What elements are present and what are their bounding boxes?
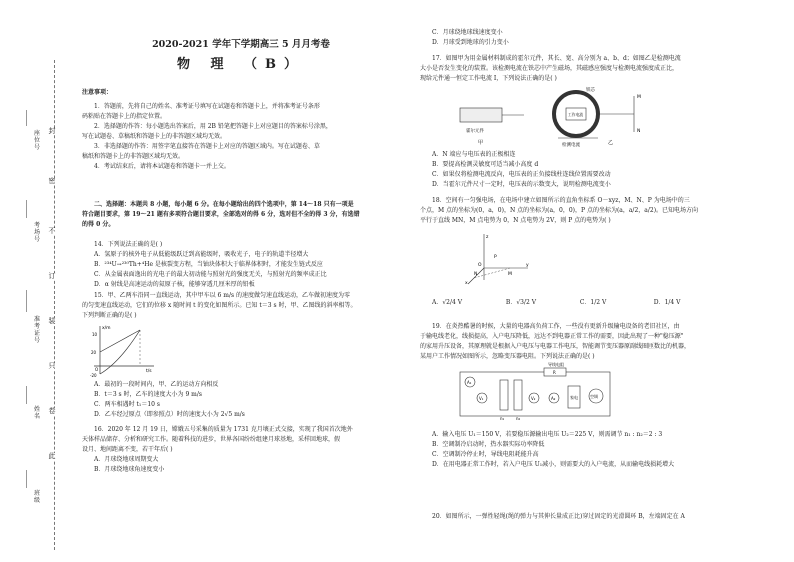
y-tick: -20 <box>90 373 97 378</box>
y-tick: 10 <box>92 332 98 337</box>
question-line: 的匀变速直线运动，它们的位移 x 随时间 t 的变化如图所示。已知 t＝3 s 时，甲、乙图线的斜率相等。 <box>82 302 357 309</box>
option-line: B．t＝3 s 时，乙车的速度大小为 9 m/s <box>94 391 202 398</box>
figure-label-jia: 甲 <box>478 140 484 146</box>
field-name: 姓名 <box>33 406 40 420</box>
question-15 <box>82 291 400 321</box>
y-label: y <box>526 263 529 268</box>
option-line: B．²³⁴U→²³⁰Th+⁴He 是核裂变方程，当铀块体积大于临界体积时，才能发生链式反应 <box>94 261 323 268</box>
meter-label-n: N <box>637 129 641 134</box>
z-label: z <box>486 235 489 240</box>
ac-label: 空调 <box>590 394 598 399</box>
option-line: A．N 端应与电压表的正极相连 <box>432 151 516 158</box>
question-20 <box>420 512 760 522</box>
section-line: 的得 0 分。 <box>82 221 115 228</box>
figure-label-yi: 乙 <box>608 140 614 146</box>
question-line: 个点，M 点的坐标为(0，a，0)，N 点的坐标为(a，0，0)，P 点的坐标为(a，a/2，a/2)。已知电场方向 <box>420 207 699 214</box>
field-class: 班级 <box>33 490 40 504</box>
v1-label: V₁ <box>479 396 484 401</box>
a2-label: A₂ <box>551 396 556 401</box>
option-line: C．如果仅将检测电流反向，电压表的正负接线柱连线位置需要改动 <box>432 171 611 178</box>
line-jia <box>100 330 140 352</box>
field-line <box>26 386 28 404</box>
core-label: 铁芯 <box>586 88 595 93</box>
question-19 <box>420 322 760 362</box>
field-line <box>26 200 28 218</box>
resistor-title: 导线电阻 <box>548 362 564 367</box>
curve-yi <box>100 330 140 374</box>
note-line: 稿纸和答题卡上的非答题区域均无效。 <box>82 153 185 160</box>
note-line: 码粘贴在答题卡上的指定位置。 <box>82 113 167 120</box>
primary-coil <box>500 380 508 410</box>
subject-title: 物 理 （B） <box>176 57 306 72</box>
element-label: 霍尔元件 <box>466 129 484 134</box>
option-line: D．α 射线是高速运动的氦原子核，能够穿透几厘米厚的铅板 <box>94 281 255 288</box>
y-tick: 20 <box>91 350 97 355</box>
question-line: 18．空间有一匀强电场，在电场中建立如图所示的直角坐标系 O－xyz，M、N、P 为电场中的三 <box>432 197 690 204</box>
option-c: C．1/2 V <box>579 299 607 306</box>
hall-element-figure <box>458 86 688 148</box>
load-label: 家电 <box>570 395 578 400</box>
point-n: N <box>474 272 478 277</box>
coordinate-figure <box>464 230 534 288</box>
question-line: 现给元件通一恒定工作电流 I，下列说法正确的是( ) <box>420 75 557 82</box>
question-stem: 14．下列说法正确的是( ) <box>94 241 163 248</box>
seal-label: 不 <box>48 227 56 235</box>
option-d: D．1/4 V <box>653 299 681 306</box>
note-line: 写在试题卷、草稿纸和答题卡上的非答题区域均无效。 <box>82 133 227 140</box>
note-line: 2．选择题的作答：每小题选出答案后，用 2B 铅笔把答题卡上对应题目的答案标号涂黑， <box>94 123 332 130</box>
question-17 <box>420 54 760 84</box>
section-line: 二、选择题：本题共 8 小题，每小题 6 分。在每小题给出的四个选项中，第 14～18 只有一项是 <box>94 201 354 208</box>
seal-label: 密 <box>48 177 56 185</box>
seal-label: 订 <box>48 272 56 280</box>
origin-label: O <box>478 263 482 268</box>
option-line: C．月球绕地球线速度变小 <box>432 29 503 36</box>
option-line: D．月球受到地球的引力变小 <box>432 39 509 46</box>
question-line: 19．在炎热酷暑的时候，大量的电器高负荷工作，一些没有更新升级输电设备的老旧社区，由 <box>432 323 680 330</box>
field-seat-number: 座位号 <box>33 130 40 151</box>
question-line: 平行于直线 MN，M 点电势为 0，N 点电势为 2V，则 P 点的电势为( ) <box>420 217 611 224</box>
origin-label: O <box>95 367 99 372</box>
note-line: 1．答题前，先将自己的姓名、准考证号填写在试题卷和答题卡上，并将准考证号条形 <box>94 103 320 110</box>
secondary-coil <box>514 380 522 410</box>
x-label: x <box>465 281 468 286</box>
field-admission-number: 准考证号 <box>33 316 40 344</box>
question-line: 15．甲、乙两车沿同一直线运动，其中甲车以 6 m/s 的速度做匀速直线运动，乙车做初速度为零 <box>94 292 350 299</box>
notes <box>82 88 400 172</box>
question-line: 于输电线老化，线损提高，入户电压降低，远达不到电器正常工作的需要，因此出现了一种"稳压源" <box>420 333 684 340</box>
n2-label: n₂ <box>516 416 521 421</box>
question-14 <box>82 240 400 290</box>
question-line: 17．如图甲为用金属材料制成的霍尔元件，其长、宽、高分别为 a、b、d；如图乙是检测电流 <box>432 55 681 62</box>
option-line: B．空调制冷启动时，热水器实际功率降低 <box>432 441 545 448</box>
option-line <box>420 298 760 308</box>
question-16 <box>82 425 400 475</box>
question-16-options-cont <box>420 28 760 48</box>
xt-graph <box>90 322 160 380</box>
point-m: M <box>508 272 512 277</box>
option-line: C．从金属表面逸出的光电子的最大初动能与照射光的强度无关，与照射光的频率成正比 <box>94 271 327 278</box>
question-line: 16．2020 年 12 月 19 日，嫦娥五号采集的质量为 1731 克月壤正式交接，实现了我国首次地外 <box>94 426 353 433</box>
section-2-instructions <box>82 200 400 230</box>
note-line: 3．非选择题的作答：用签字笔直接答在答题卡上对应的答题区域内。写在试题卷、草 <box>94 143 320 150</box>
option-line: D．乙车经过原点（即参照点）时的速度大小为 2√5 m/s <box>94 411 245 418</box>
section-line: 符合题目要求，第 19～21 题有多项符合题目要求，全部选对的得 6 分，选对但不全的得 3 分，有选错 <box>82 211 360 218</box>
detect-current-label: 检测电流 <box>562 143 580 148</box>
option-b: B．√3/2 V <box>505 299 537 306</box>
meter-label-m: M <box>637 95 641 100</box>
question-18 <box>420 196 760 226</box>
option-line: A．月球绕地球周期变大 <box>94 456 159 463</box>
option-line: A．输入电压 U₁＝150 V，若要稳压源输出电压 U₂＝225 V，则需调节 n₁ : n₂＝2 : 3 <box>432 431 663 438</box>
seal-label: 卷 <box>48 407 56 415</box>
option-line: A．最初的一段时间内，甲、乙的运动方向相反 <box>94 381 219 388</box>
n1-label: n₁ <box>500 416 505 421</box>
note-line: 4．考试结束后，请将本试题卷和答题卡一并上交。 <box>94 163 230 170</box>
option-line: A．氢原子的核外电子从低能级跃迁到高能级时，吸收光子，电子的轨道半径增大 <box>94 251 309 258</box>
question-line: 设月、地间距离不变，若干年后( ) <box>82 446 173 453</box>
question-line: 某用户工作情况如图所示，忽略变压器电阻。下列说法正确的是( ) <box>420 353 595 360</box>
y-axis-label: x/m <box>102 326 111 331</box>
option-line: D．当霍尔元件尺寸一定时，电压表的示数变大，说明检测电流变小 <box>432 181 611 188</box>
question-line: 的家用升压设备，其原理就是根据入户电压与电器工作电压，智能调节变压器原副线圈匝数比的机器， <box>420 343 691 350</box>
question-line: 20．如图所示，一弹性轻绳(绳的弹力与其伸长量成正比)穿过固定的光滑圆环 B，左端固定在 A <box>432 513 685 520</box>
binding-strip <box>8 60 68 550</box>
a1-label: A₁ <box>467 380 472 385</box>
option-line: C．空调制冷停止时，导线电阻耗能升高 <box>432 451 539 458</box>
option-line: C．两车相遇时 t₁＝10 s <box>94 401 160 408</box>
x-axis-label: t/s <box>146 369 152 374</box>
question-15-options <box>82 380 400 420</box>
seal-label: 只 <box>48 362 56 370</box>
seal-label: 封 <box>48 127 56 135</box>
v2-label: V₂ <box>531 396 536 401</box>
field-line <box>26 110 28 126</box>
question-19-options <box>420 430 760 470</box>
r-label: R <box>553 370 556 375</box>
question-18-options <box>420 298 760 308</box>
work-current-label: 工作电流 <box>568 112 584 117</box>
option-line: D．在用电器正常工作时，若入户电压 U₁减小，则需要大的入户电流，从而输电线损耗增大 <box>432 461 675 468</box>
circuit-figure <box>456 362 616 426</box>
field-line <box>26 470 28 488</box>
seal-label: 此 <box>48 452 56 460</box>
notes-heading: 注意事项： <box>82 89 113 96</box>
exam-title: 2020-2021 学年下学期高三 5 月月考卷 <box>152 39 330 50</box>
seal-label: 装 <box>48 317 56 325</box>
point-p: P <box>494 255 497 260</box>
field-line <box>26 290 28 312</box>
question-line: 下列判断正确的是( ) <box>82 312 137 319</box>
question-17-options <box>420 150 760 190</box>
question-line: 天体样品储存、分析和研究工作。随着科技的进步，世界各国纷纷组建月球基地，采样回地球，假 <box>82 436 341 443</box>
option-line: B．月球绕地球角速度变小 <box>94 466 165 473</box>
field-exam-room: 考场号 <box>33 222 40 243</box>
option-a: A．√2/4 V <box>432 299 463 306</box>
hall-element-block <box>460 108 502 122</box>
option-line: B．要提高检测灵敏度可适当减小高度 d <box>432 161 539 168</box>
question-line: 大小是否发生变化的装置。该检测电流在铁芯中产生磁场，其磁感应强度与检测电流强度成正比， <box>420 65 679 72</box>
